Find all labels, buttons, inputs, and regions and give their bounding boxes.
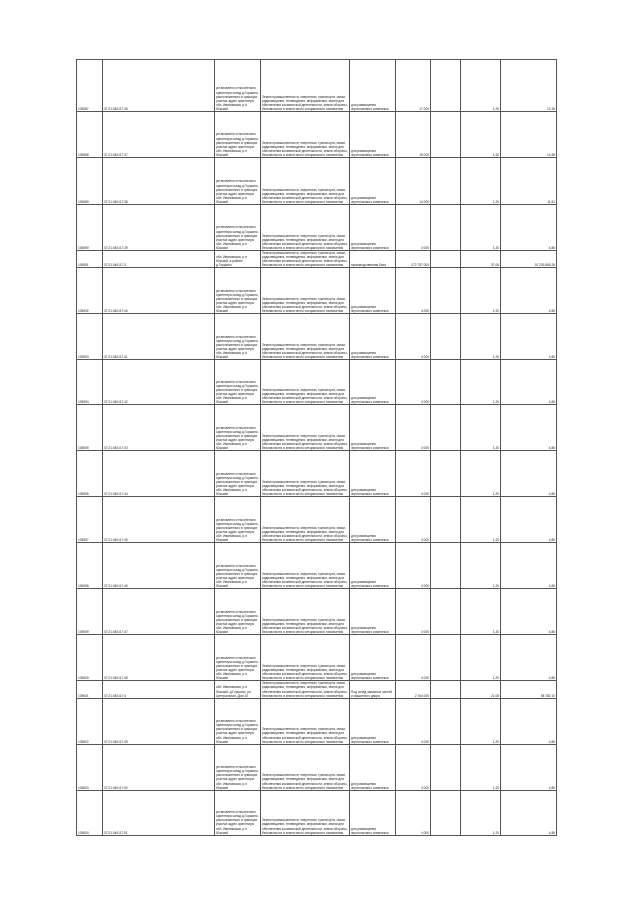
cadastral-number-cell: 37:21:040117:36 bbox=[103, 60, 215, 112]
area-cell: 272 757 000 bbox=[396, 251, 431, 268]
area-cell: 4 000 bbox=[396, 268, 431, 314]
tax-amount-cell: 4,86 bbox=[501, 698, 557, 744]
permitted-use-cell: для размещения зернотокового комплекса bbox=[350, 698, 396, 744]
permitted-use-cell: для размещения зернотокового комплекса bbox=[350, 112, 396, 158]
tax-amount-cell: 4,86 bbox=[501, 405, 557, 451]
empty-cell bbox=[431, 681, 461, 698]
empty-cell bbox=[431, 205, 461, 251]
permitted-use-cell: для размещения зернотокового комплекса bbox=[350, 268, 396, 314]
area-cell: 4 000 bbox=[396, 205, 431, 251]
permitted-use-cell: для размещения зернотокового комплекса bbox=[350, 589, 396, 635]
cadastral-number-cell: 37:21:040117:50 bbox=[103, 744, 215, 790]
cadastral-number-cell: 37:21:040117:46 bbox=[103, 543, 215, 589]
cadastral-number-cell: 37:21:040117:44 bbox=[103, 451, 215, 497]
area-cell: 4 000 bbox=[396, 360, 431, 405]
empty-cell bbox=[431, 497, 461, 543]
table-row bbox=[77, 589, 557, 635]
empty-cell bbox=[431, 451, 461, 497]
permitted-use-cell: Под склад запасных частей и машинного двора bbox=[350, 681, 396, 698]
address-cell: установлено относительно ориентира склад д.Горшино, расположенного в границах участка адрес ориентира: обл. Ивановская, р-н Южский bbox=[215, 744, 261, 790]
land-category-cell: Земли промышленности, энергетики, транспорта, связи, радиовещания, телевидения, информатики, земли для обеспечения космической деятельности, земли обороны, безопасности и земли иного специального назначения bbox=[261, 112, 350, 158]
cadastral-number-cell: 37:21:040117:38 bbox=[103, 158, 215, 205]
area-cell: 4 000 bbox=[396, 543, 431, 589]
empty-cell bbox=[431, 158, 461, 205]
address-cell: установлено относительно ориентира склад д.Горшино, расположенного в границах участка адрес ориентира: обл. Ивановская, р-н Южский bbox=[215, 635, 261, 681]
address-cell: установлено относительно ориентира склад д.Горшино, расположенного в границах участка адрес ориентира: обл. Ивановская, р-н Южский bbox=[215, 589, 261, 635]
rate-cell: 1,20 bbox=[461, 744, 501, 790]
row-id-cell: 105597 bbox=[77, 497, 103, 543]
table-row bbox=[77, 698, 557, 744]
land-category-cell: Земли промышленности, энергетики, транспорта, связи, радиовещания, телевидения, информатики, земли для обеспечения космической деятельности, земли обороны, безопасности и земли иного специального назначения bbox=[261, 635, 350, 681]
rate-cell: 1,20 bbox=[461, 112, 501, 158]
row-id-cell: 105591 bbox=[77, 251, 103, 268]
table-row bbox=[77, 158, 557, 205]
empty-cell bbox=[431, 635, 461, 681]
rate-cell: 1,20 bbox=[461, 268, 501, 314]
empty-cell bbox=[431, 589, 461, 635]
permitted-use-cell: для размещения зернотокового комплекса bbox=[350, 744, 396, 790]
address-cell: установлено относительно ориентира склад д.Горшино, расположенного в границах участка адрес ориентира: обл. Ивановская, р-н Южский bbox=[215, 405, 261, 451]
empty-cell bbox=[431, 698, 461, 744]
row-id-cell: 105600 bbox=[77, 635, 103, 681]
rate-cell: 1,20 bbox=[461, 60, 501, 112]
address-cell: обл. Ивановская, р-н Южский, д.Горшино, ул. Центральная, Дом 10 bbox=[215, 681, 261, 698]
area-cell: 14 000 bbox=[396, 158, 431, 205]
tax-amount-cell: 4,86 bbox=[501, 635, 557, 681]
address-cell: установлено относительно ориентира склад д.Горшино, расположенного в границах участка адрес ориентира: обл. Ивановская, р-н Южский bbox=[215, 543, 261, 589]
tax-amount-cell: 4,86 bbox=[501, 790, 557, 835]
rate-cell: 1,20 bbox=[461, 360, 501, 405]
address-cell: установлено относительно ориентира склад д.Горшино, расположенного в границах участка адрес ориентира: обл. Ивановская, р-н Южский bbox=[215, 360, 261, 405]
land-category-cell: Земли промышленности, энергетики, транспорта, связи, радиовещания, телевидения, информатики, земли для обеспечения космической деятельности, земли обороны, безопасности и земли иного специального назначения bbox=[261, 589, 350, 635]
permitted-use-cell: для размещения зернотокового комплекса bbox=[350, 543, 396, 589]
table-row bbox=[77, 360, 557, 405]
empty-cell bbox=[431, 268, 461, 314]
table-row bbox=[77, 681, 557, 698]
tax-amount-cell: 12,36 bbox=[501, 60, 557, 112]
land-category-cell: Земли промышленности, энергетики, транспорта, связи, радиовещания, телевидения, информатики, земли для обеспечения космической деятельности, земли обороны, безопасности и земли иного специального назначения bbox=[261, 790, 350, 835]
address-cell: установлено относительно ориентира склад д.Горшино, расположенного в границах участка адрес ориентира: обл. Ивановская, р-н Южский bbox=[215, 790, 261, 835]
address-cell: обл. Ивановская, р-н Южский, в районе д.Горшино bbox=[215, 251, 261, 268]
tax-amount-cell: 4,86 bbox=[501, 589, 557, 635]
table-row bbox=[77, 451, 557, 497]
land-category-cell: Земли промышленности, энергетики, транспорта, связи, радиовещания, телевидения, информатики, земли для обеспечения космической деятельности, земли обороны, безопасности и земли иного специального назначения bbox=[261, 251, 350, 268]
tax-amount-cell: 10 239 865,28 bbox=[501, 251, 557, 268]
tax-amount-cell: 4,86 bbox=[501, 497, 557, 543]
tax-amount-cell: 14,58 bbox=[501, 112, 557, 158]
address-cell: установлено относительно ориентира склад д.Горшино, расположенного в границах участка адрес ориентира: обл. Ивановская, р-н Южский bbox=[215, 112, 261, 158]
area-cell: 4 000 bbox=[396, 744, 431, 790]
tax-amount-cell: 58 782,10 bbox=[501, 681, 557, 698]
empty-cell bbox=[431, 314, 461, 360]
rate-cell: 1,20 bbox=[461, 451, 501, 497]
land-category-cell: Земли промышленности, энергетики, транспорта, связи, радиовещания, телевидения, информатики, земли для обеспечения космической деятельности, земли обороны, безопасности и земли иного специального назначения bbox=[261, 681, 350, 698]
cadastral-number-cell: 37:21:040117:3 bbox=[103, 251, 215, 268]
permitted-use-cell: для размещения зернотокового комплекса bbox=[350, 635, 396, 681]
table-row bbox=[77, 268, 557, 314]
empty-cell bbox=[431, 744, 461, 790]
empty-cell bbox=[431, 251, 461, 268]
area-cell: 4 000 bbox=[396, 497, 431, 543]
row-id-cell: 105596 bbox=[77, 451, 103, 497]
land-category-cell: Земли промышленности, энергетики, транспорта, связи, радиовещания, телевидения, информатики, земли для обеспечения космической деятельности, земли обороны, безопасности и земли иного специального назначения bbox=[261, 158, 350, 205]
row-id-cell: 105593 bbox=[77, 314, 103, 360]
rate-cell: 37,06 bbox=[461, 251, 501, 268]
row-id-cell: 105589 bbox=[77, 158, 103, 205]
cadastral-number-cell: 37:21:040117:41 bbox=[103, 314, 215, 360]
permitted-use-cell: для размещения зернотокового комплекса bbox=[350, 790, 396, 835]
land-category-cell: Земли промышленности, энергетики, транспорта, связи, радиовещания, телевидения, информатики, земли для обеспечения космической деятельности, земли обороны, безопасности и земли иного специального назначения bbox=[261, 360, 350, 405]
area-cell: 17 000 bbox=[396, 60, 431, 112]
rate-cell: 21,05 bbox=[461, 681, 501, 698]
area-cell: 15 000 bbox=[396, 112, 431, 158]
row-id-cell: 105604 bbox=[77, 790, 103, 835]
rate-cell: 1,20 bbox=[461, 543, 501, 589]
address-cell: установлено относительно ориентира склад д.Горшино, расположенного в границах участка адрес ориентира: обл. Ивановская, р-н Южский bbox=[215, 497, 261, 543]
area-cell: 4 000 bbox=[396, 698, 431, 744]
area-cell: 4 000 bbox=[396, 589, 431, 635]
table-row bbox=[77, 543, 557, 589]
land-category-cell: Земли промышленности, энергетики, транспорта, связи, радиовещания, телевидения, информатики, земли для обеспечения космической деятельности, земли обороны, безопасности и земли иного специального назначения bbox=[261, 314, 350, 360]
row-id-cell: 105595 bbox=[77, 405, 103, 451]
row-id-cell: 105587 bbox=[77, 60, 103, 112]
permitted-use-cell: для размещения зернотокового комплекса bbox=[350, 405, 396, 451]
permitted-use-cell: для размещения зернотокового комплекса bbox=[350, 314, 396, 360]
cadastral-number-cell: 37:21:040117:39 bbox=[103, 205, 215, 251]
table-row bbox=[77, 205, 557, 251]
table-row bbox=[77, 314, 557, 360]
row-id-cell: 105599 bbox=[77, 589, 103, 635]
row-id-cell: 105594 bbox=[77, 360, 103, 405]
table-row bbox=[77, 405, 557, 451]
permitted-use-cell: для размещения зернотокового комплекса bbox=[350, 158, 396, 205]
rate-cell: 1,20 bbox=[461, 405, 501, 451]
land-category-cell: Земли промышленности, энергетики, транспорта, связи, радиовещания, телевидения, информатики, земли для обеспечения космической деятельности, земли обороны, безопасности и земли иного специального назначения bbox=[261, 205, 350, 251]
permitted-use-cell: для размещения зернотокового комплекса bbox=[350, 205, 396, 251]
rate-cell: 1,20 bbox=[461, 158, 501, 205]
rate-cell: 1,20 bbox=[461, 698, 501, 744]
table-row bbox=[77, 497, 557, 543]
land-category-cell: Земли промышленности, энергетики, транспорта, связи, радиовещания, телевидения, информатики, земли для обеспечения космической деятельности, земли обороны, безопасности и земли иного специального назначения bbox=[261, 60, 350, 112]
tax-amount-cell: 4,86 bbox=[501, 744, 557, 790]
land-category-cell: Земли промышленности, энергетики, транспорта, связи, радиовещания, телевидения, информатики, земли для обеспечения космической деятельности, земли обороны, безопасности и земли иного специального назначения bbox=[261, 451, 350, 497]
row-id-cell: 105592 bbox=[77, 268, 103, 314]
land-category-cell: Земли промышленности, энергетики, транспорта, связи, радиовещания, телевидения, информатики, земли для обеспечения космической деятельности, земли обороны, безопасности и земли иного специального назначения bbox=[261, 268, 350, 314]
row-id-cell: 105588 bbox=[77, 112, 103, 158]
permitted-use-cell: для размещения зернотокового комплекса bbox=[350, 451, 396, 497]
area-cell: 4 000 bbox=[396, 451, 431, 497]
cadastral-number-cell: 37:21:040117:48 bbox=[103, 635, 215, 681]
cadastral-number-cell: 37:21:040117:37 bbox=[103, 112, 215, 158]
empty-cell bbox=[431, 360, 461, 405]
tax-amount-cell: 4,86 bbox=[501, 268, 557, 314]
address-cell: установлено относительно ориентира склад д.Горшино, расположенного в границах участка адрес ориентира: обл. Ивановская, р-н Южский bbox=[215, 314, 261, 360]
empty-cell bbox=[431, 112, 461, 158]
address-cell: установлено относительно ориентира склад д.Горшино, расположенного в границах участка адрес ориентира: обл. Ивановская, р-н Южский bbox=[215, 60, 261, 112]
area-cell: 2 764 000 bbox=[396, 681, 431, 698]
rate-cell: 1,20 bbox=[461, 497, 501, 543]
tax-amount-cell: 11,81 bbox=[501, 158, 557, 205]
land-category-cell: Земли промышленности, энергетики, транспорта, связи, радиовещания, телевидения, информатики, земли для обеспечения космической деятельности, земли обороны, безопасности и земли иного специального назначения bbox=[261, 744, 350, 790]
table-row bbox=[77, 60, 557, 112]
cadastral-number-cell: 37:21:040117:43 bbox=[103, 405, 215, 451]
table-row bbox=[77, 744, 557, 790]
land-register-table bbox=[76, 59, 557, 836]
cadastral-number-cell: 37:21:040117:40 bbox=[103, 268, 215, 314]
rate-cell: 1,20 bbox=[461, 589, 501, 635]
cadastral-number-cell: 37:21:040117:4 bbox=[103, 681, 215, 698]
address-cell: установлено относительно ориентира склад д.Горшино, расположенного в границах участка адрес ориентира: обл. Ивановская, р-н Южский bbox=[215, 451, 261, 497]
empty-cell bbox=[431, 60, 461, 112]
rate-cell: 1,20 bbox=[461, 635, 501, 681]
row-id-cell: 105598 bbox=[77, 543, 103, 589]
cadastral-number-cell: 37:21:040117:49 bbox=[103, 698, 215, 744]
rate-cell: 1,20 bbox=[461, 314, 501, 360]
table-row bbox=[77, 112, 557, 158]
land-category-cell: Земли промышленности, энергетики, транспорта, связи, радиовещания, телевидения, информатики, земли для обеспечения космической деятельности, земли обороны, безопасности и земли иного специального назначения bbox=[261, 698, 350, 744]
empty-cell bbox=[431, 405, 461, 451]
row-id-cell: 105602 bbox=[77, 698, 103, 744]
land-category-cell: Земли промышленности, энергетики, транспорта, связи, радиовещания, телевидения, информатики, земли для обеспечения космической деятельности, земли обороны, безопасности и земли иного специального назначения bbox=[261, 543, 350, 589]
empty-cell bbox=[431, 543, 461, 589]
area-cell: 4 000 bbox=[396, 790, 431, 835]
address-cell: установлено относительно ориентира склад д.Горшино, расположенного в границах участка адрес ориентира: обл. Ивановская, р-н Южский bbox=[215, 268, 261, 314]
cadastral-number-cell: 37:21:040117:42 bbox=[103, 360, 215, 405]
land-category-cell: Земли промышленности, энергетики, транспорта, связи, радиовещания, телевидения, информатики, земли для обеспечения космической деятельности, земли обороны, безопасности и земли иного специального назначения bbox=[261, 497, 350, 543]
permitted-use-cell: для размещения зернотокового комплекса bbox=[350, 360, 396, 405]
permitted-use-cell: производственная база bbox=[350, 251, 396, 268]
permitted-use-cell: для размещения зернотокового комплекса bbox=[350, 497, 396, 543]
row-id-cell: 105603 bbox=[77, 744, 103, 790]
area-cell: 4 000 bbox=[396, 405, 431, 451]
area-cell: 4 000 bbox=[396, 635, 431, 681]
row-id-cell: 105590 bbox=[77, 205, 103, 251]
tax-amount-cell: 4,86 bbox=[501, 360, 557, 405]
rate-cell: 1,20 bbox=[461, 205, 501, 251]
permitted-use-cell: для размещения зернотокового комплекса bbox=[350, 60, 396, 112]
table-row bbox=[77, 635, 557, 681]
table-row bbox=[77, 790, 557, 835]
address-cell: установлено относительно ориентира склад д.Горшино, расположенного в границах участка адрес ориентира: обл. Ивановская, р-н Южский bbox=[215, 205, 261, 251]
tax-amount-cell: 4,86 bbox=[501, 205, 557, 251]
table-body bbox=[77, 60, 557, 836]
row-id-cell: 105601 bbox=[77, 681, 103, 698]
rate-cell: 1,20 bbox=[461, 790, 501, 835]
address-cell: установлено относительно ориентира склад д.Горшино, расположенного в границах участка адрес ориентира: обл. Ивановская, р-н Южский bbox=[215, 158, 261, 205]
tax-amount-cell: 4,86 bbox=[501, 543, 557, 589]
area-cell: 4 000 bbox=[396, 314, 431, 360]
cadastral-number-cell: 37:21:040117:45 bbox=[103, 497, 215, 543]
empty-cell bbox=[431, 790, 461, 835]
cadastral-number-cell: 37:21:040117:51 bbox=[103, 790, 215, 835]
tax-amount-cell: 4,86 bbox=[501, 314, 557, 360]
table-row bbox=[77, 251, 557, 268]
tax-amount-cell: 4,86 bbox=[501, 451, 557, 497]
address-cell: установлено относительно ориентира склад д.Горшино, расположенного в границах участка адрес ориентира: обл. Ивановская, р-н Южский bbox=[215, 698, 261, 744]
cadastral-number-cell: 37:21:040117:47 bbox=[103, 589, 215, 635]
land-category-cell: Земли промышленности, энергетики, транспорта, связи, радиовещания, телевидения, информатики, земли для обеспечения космической деятельности, земли обороны, безопасности и земли иного специального назначения bbox=[261, 405, 350, 451]
